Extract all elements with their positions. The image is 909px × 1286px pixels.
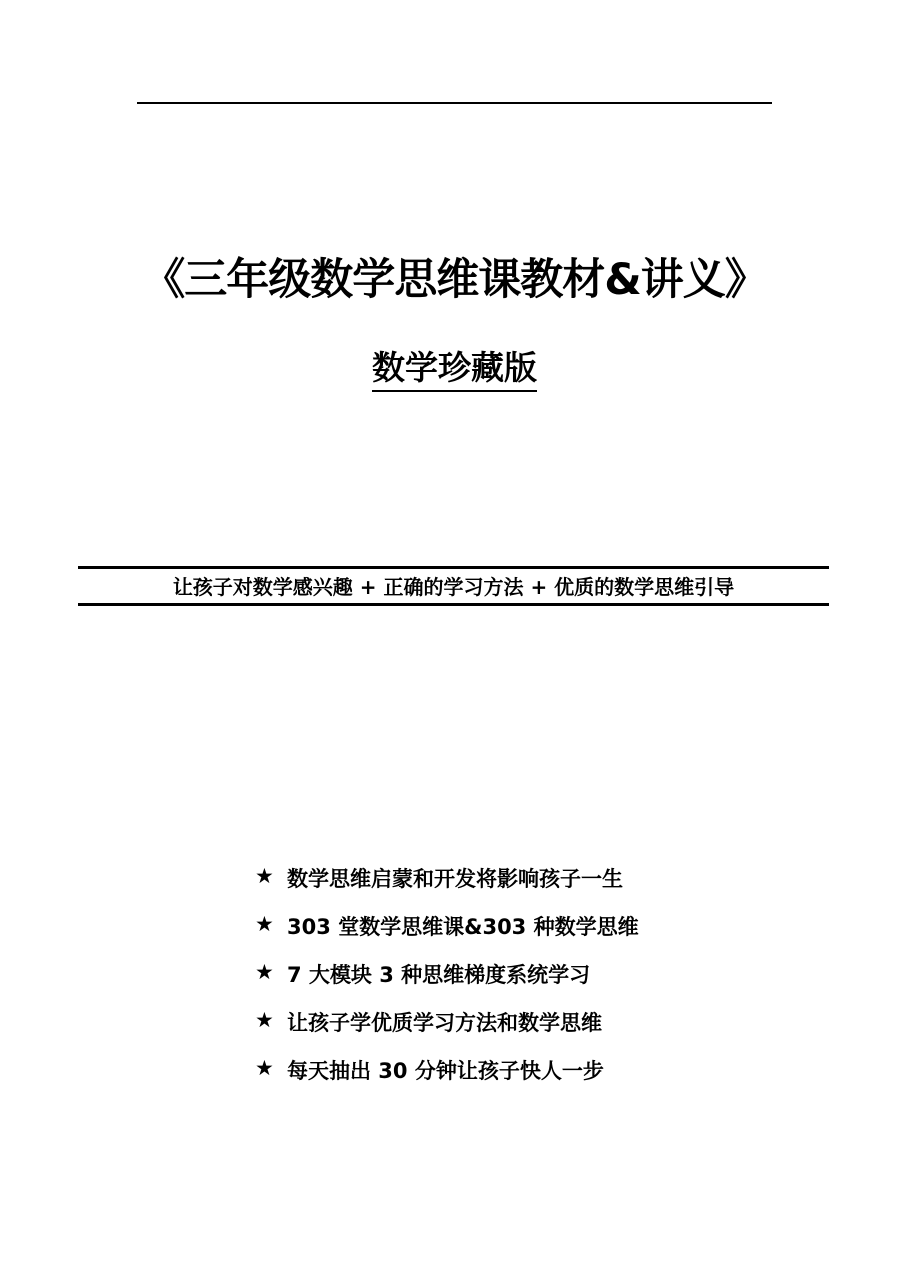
page-title: 《三年级数学思维课教材&讲义》 xyxy=(142,255,767,305)
feature-text: 每天抽出 30 分钟让孩子快人一步 xyxy=(287,1059,604,1083)
feature-text: 让孩子学优质学习方法和数学思维 xyxy=(287,1011,602,1035)
feature-item xyxy=(255,999,639,1047)
star-icon: ★ xyxy=(255,863,274,888)
feature-item xyxy=(255,1047,639,1095)
star-icon: ★ xyxy=(255,1007,274,1032)
feature-text: 303 堂数学思维课&303 种数学思维 xyxy=(287,915,639,939)
page-subtitle: 数学珍藏版 xyxy=(372,348,537,392)
slogan: 让孩子对数学感兴趣 + 正确的学习方法 + 优质的数学思维引导 xyxy=(172,575,735,599)
feature-item xyxy=(255,855,639,903)
feature-text: 数学思维启蒙和开发将影响孩子一生 xyxy=(287,867,623,891)
header-rule xyxy=(137,102,772,104)
star-icon: ★ xyxy=(255,959,274,984)
star-icon: ★ xyxy=(255,911,274,936)
slogan-rule-top xyxy=(78,566,829,569)
feature-text: 7 大模块 3 种思维梯度系统学习 xyxy=(287,963,591,987)
feature-item xyxy=(255,951,639,999)
slogan-rule-bottom xyxy=(78,603,829,606)
feature-item xyxy=(255,903,639,951)
star-icon: ★ xyxy=(255,1055,274,1080)
subtitle-container xyxy=(0,348,909,392)
feature-list xyxy=(255,855,639,1095)
